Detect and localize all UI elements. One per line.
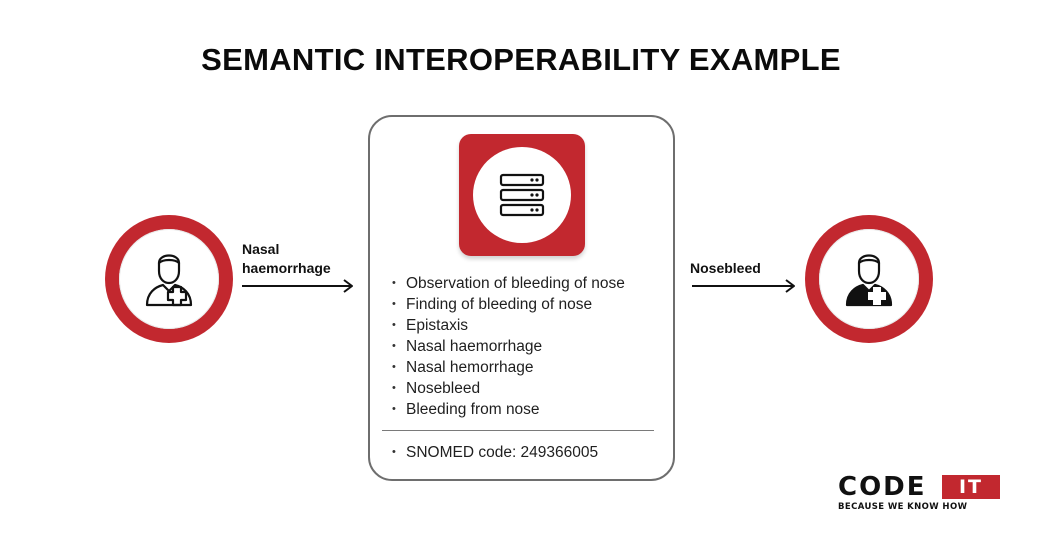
synonym-item: • Bleeding from nose <box>392 399 625 420</box>
server-tile <box>459 134 585 256</box>
terminology-server-card <box>368 115 675 481</box>
sent-term-line1: Nasal <box>242 241 280 257</box>
snomed-code: • SNOMED code: 249366005 <box>392 442 598 463</box>
synonym-list <box>392 273 625 420</box>
server-icon <box>499 172 545 218</box>
page-title: SEMANTIC INTEROPERABILITY EXAMPLE <box>201 42 841 77</box>
synonym-item: • Finding of bleeding of nose <box>392 294 625 315</box>
synonym-item: • Nosebleed <box>392 378 625 399</box>
arrow-right-icon <box>690 278 800 294</box>
doctor-filled-icon <box>831 241 907 317</box>
logo-tagline: BECAUSE WE KNOW HOW <box>838 502 968 512</box>
receiver-doctor-node <box>805 215 933 343</box>
logo-it-badge: IT <box>942 475 1000 499</box>
arrow-right-icon <box>240 278 358 294</box>
sent-term-line2: haemorrhage <box>242 260 331 276</box>
sent-term-label <box>242 240 331 278</box>
divider <box>382 430 654 431</box>
synonym-item: • Nasal hemorrhage <box>392 357 625 378</box>
sender-doctor-node <box>105 215 233 343</box>
synonym-item: • Observation of bleeding of nose <box>392 273 625 294</box>
logo-code-text: CODE <box>838 472 927 502</box>
code-it-logo <box>838 474 1000 514</box>
doctor-outline-icon <box>131 241 207 317</box>
received-term-label: Nosebleed <box>690 260 761 276</box>
synonym-item: • Epistaxis <box>392 315 625 336</box>
synonym-item: • Nasal haemorrhage <box>392 336 625 357</box>
